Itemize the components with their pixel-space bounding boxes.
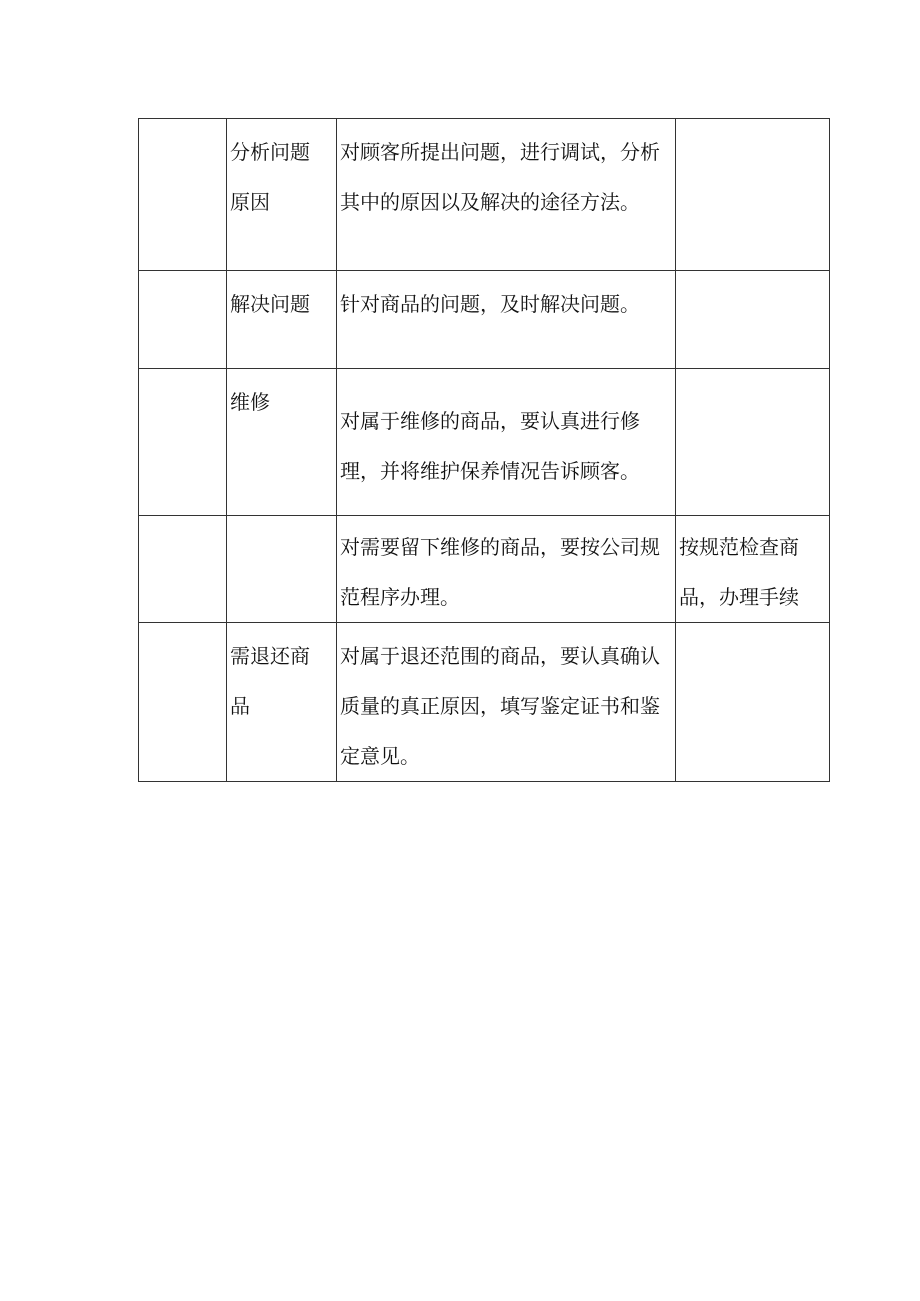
table-row — [139, 369, 830, 516]
note-text: 按规范检查商品，办理手续 — [679, 535, 799, 609]
category-cell — [139, 516, 227, 623]
description-cell — [337, 369, 676, 516]
description-cell — [337, 516, 676, 623]
item-text: 解决问题 — [230, 292, 310, 316]
category-cell — [139, 623, 227, 782]
item-cell — [227, 516, 337, 623]
description-text: 对顾客所提出问题，进行调试，分析其中的原因以及解决的途径方法。 — [340, 140, 660, 214]
note-cell — [676, 369, 830, 516]
table-row — [139, 119, 830, 271]
item-text: 需退还商品 — [230, 644, 310, 718]
item-cell — [227, 119, 337, 271]
category-cell — [139, 369, 227, 516]
description-text: 针对商品的问题，及时解决问题。 — [340, 292, 640, 316]
note-cell — [676, 271, 830, 369]
table-row — [139, 516, 830, 623]
item-text: 分析问题原因 — [230, 140, 310, 214]
category-cell — [139, 119, 227, 271]
item-cell — [227, 369, 337, 516]
item-cell — [227, 271, 337, 369]
table-row — [139, 271, 830, 369]
service-procedure-table — [138, 118, 830, 782]
description-text: 对属于退还范围的商品，要认真确认质量的真正原因，填写鉴定证书和鉴定意见。 — [340, 644, 660, 768]
description-cell — [337, 119, 676, 271]
item-cell — [227, 623, 337, 782]
category-cell — [139, 271, 227, 369]
description-cell — [337, 271, 676, 369]
note-cell — [676, 119, 830, 271]
note-cell — [676, 623, 830, 782]
description-text: 对属于维修的商品，要认真进行修理，并将维护保养情况告诉顾客。 — [340, 409, 640, 483]
item-text: 维修 — [230, 390, 270, 414]
note-cell — [676, 516, 830, 623]
table-row — [139, 623, 830, 782]
description-cell — [337, 623, 676, 782]
description-text: 对需要留下维修的商品，要按公司规范程序办理。 — [340, 535, 660, 609]
